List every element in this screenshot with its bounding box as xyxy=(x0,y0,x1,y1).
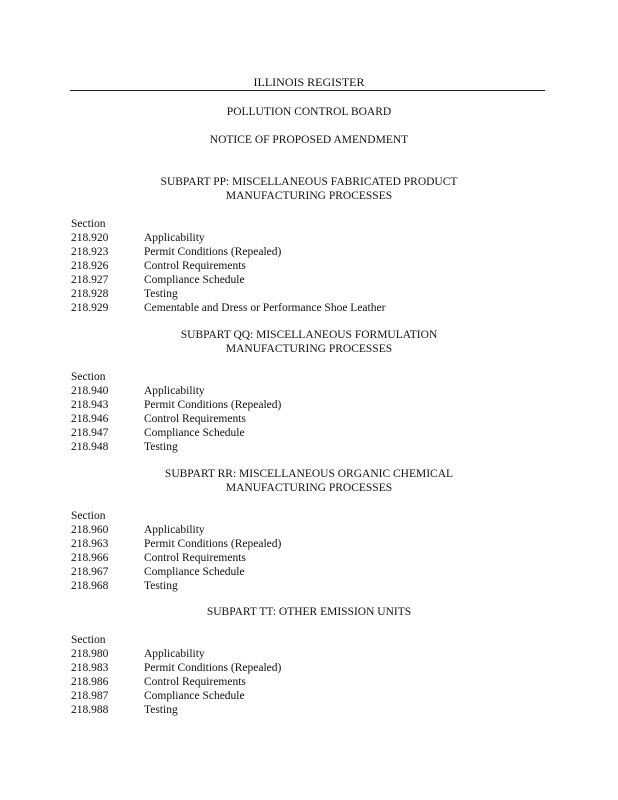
section-description: Permit Conditions (Repealed) xyxy=(144,662,282,674)
section-description: Compliance Schedule xyxy=(144,566,245,578)
section-row xyxy=(71,537,281,551)
section-row xyxy=(71,565,281,579)
section-number: 218.986 xyxy=(71,676,109,688)
section-number: 218.927 xyxy=(71,274,109,286)
subpart-title-line: MANUFACTURING PROCESSES xyxy=(225,343,393,355)
register-title: ILLINOIS REGISTER xyxy=(253,75,365,89)
subpart-title-line: SUBPART TT: OTHER EMISSION UNITS xyxy=(206,606,412,618)
subpart-rr-title xyxy=(0,467,618,495)
section-row xyxy=(71,647,281,661)
section-row xyxy=(71,426,281,440)
section-row xyxy=(71,273,385,287)
section-description: Compliance Schedule xyxy=(144,274,245,286)
section-number: 218.960 xyxy=(71,524,109,536)
section-row xyxy=(71,245,385,259)
section-row xyxy=(71,259,385,273)
section-description: Permit Conditions (Repealed) xyxy=(144,246,282,258)
subpart-qq-sections xyxy=(71,370,281,454)
subpart-pp-sections xyxy=(71,217,385,315)
section-description: Applicability xyxy=(144,648,205,660)
section-number: 218.987 xyxy=(71,690,109,702)
section-number: 218.946 xyxy=(71,413,109,425)
section-description: Control Requirements xyxy=(144,413,246,425)
section-number: 218.988 xyxy=(71,704,109,716)
section-number: 218.980 xyxy=(71,648,109,660)
section-number: 218.929 xyxy=(71,302,109,314)
section-number: 218.943 xyxy=(71,399,109,411)
section-row xyxy=(71,231,385,245)
section-row xyxy=(71,703,281,717)
section-row xyxy=(71,551,281,565)
section-label: Section xyxy=(71,371,106,383)
section-row xyxy=(71,412,281,426)
section-description: Permit Conditions (Repealed) xyxy=(144,399,282,411)
section-row xyxy=(71,301,385,315)
section-description: Testing xyxy=(144,441,178,453)
subpart-title-line: SUBPART QQ: MISCELLANEOUS FORMULATION xyxy=(180,329,438,341)
section-row xyxy=(71,689,281,703)
section-description: Compliance Schedule xyxy=(144,427,245,439)
subpart-rr-sections xyxy=(71,509,281,593)
section-description: Control Requirements xyxy=(144,676,246,688)
section-row xyxy=(71,398,281,412)
notice-title: NOTICE OF PROPOSED AMENDMENT xyxy=(209,134,409,146)
section-number: 218.968 xyxy=(71,580,109,592)
section-description: Testing xyxy=(144,580,178,592)
section-description: Compliance Schedule xyxy=(144,690,245,702)
section-row xyxy=(71,523,281,537)
section-label: Section xyxy=(71,634,106,646)
section-description: Control Requirements xyxy=(144,260,246,272)
section-row xyxy=(71,384,281,398)
section-description: Testing xyxy=(144,288,178,300)
header-rule xyxy=(70,90,545,91)
section-number: 218.963 xyxy=(71,538,109,550)
section-row xyxy=(71,675,281,689)
section-description: Testing xyxy=(144,704,178,716)
section-number: 218.983 xyxy=(71,662,109,674)
section-description: Applicability xyxy=(144,524,205,536)
section-row xyxy=(71,579,281,593)
section-number: 218.947 xyxy=(71,427,109,439)
section-row xyxy=(71,440,281,454)
section-number: 218.940 xyxy=(71,385,109,397)
subpart-title-line: MANUFACTURING PROCESSES xyxy=(225,190,393,202)
section-description: Control Requirements xyxy=(144,552,246,564)
subpart-title-line: SUBPART PP: MISCELLANEOUS FABRICATED PRODUCT xyxy=(160,176,458,188)
subpart-title-line: SUBPART RR: MISCELLANEOUS ORGANIC CHEMICAL xyxy=(164,468,454,480)
section-label: Section xyxy=(71,218,106,230)
subpart-tt-title xyxy=(0,605,618,619)
section-number: 218.926 xyxy=(71,260,109,272)
section-number: 218.967 xyxy=(71,566,109,578)
section-number: 218.948 xyxy=(71,441,109,453)
subpart-pp-title xyxy=(0,175,618,203)
section-number: 218.920 xyxy=(71,232,109,244)
section-description: Applicability xyxy=(144,232,205,244)
section-description: Permit Conditions (Repealed) xyxy=(144,538,282,550)
section-description: Applicability xyxy=(144,385,205,397)
board-name: POLLUTION CONTROL BOARD xyxy=(226,106,392,118)
section-number: 218.923 xyxy=(71,246,109,258)
section-label: Section xyxy=(71,510,106,522)
subpart-qq-title xyxy=(0,328,618,356)
section-row xyxy=(71,287,385,301)
section-row xyxy=(71,661,281,675)
section-description: Cementable and Dress or Performance Shoe Leather xyxy=(144,302,386,314)
subpart-tt-sections xyxy=(71,633,281,717)
section-number: 218.928 xyxy=(71,288,109,300)
subpart-title-line: MANUFACTURING PROCESSES xyxy=(225,482,393,494)
section-number: 218.966 xyxy=(71,552,109,564)
